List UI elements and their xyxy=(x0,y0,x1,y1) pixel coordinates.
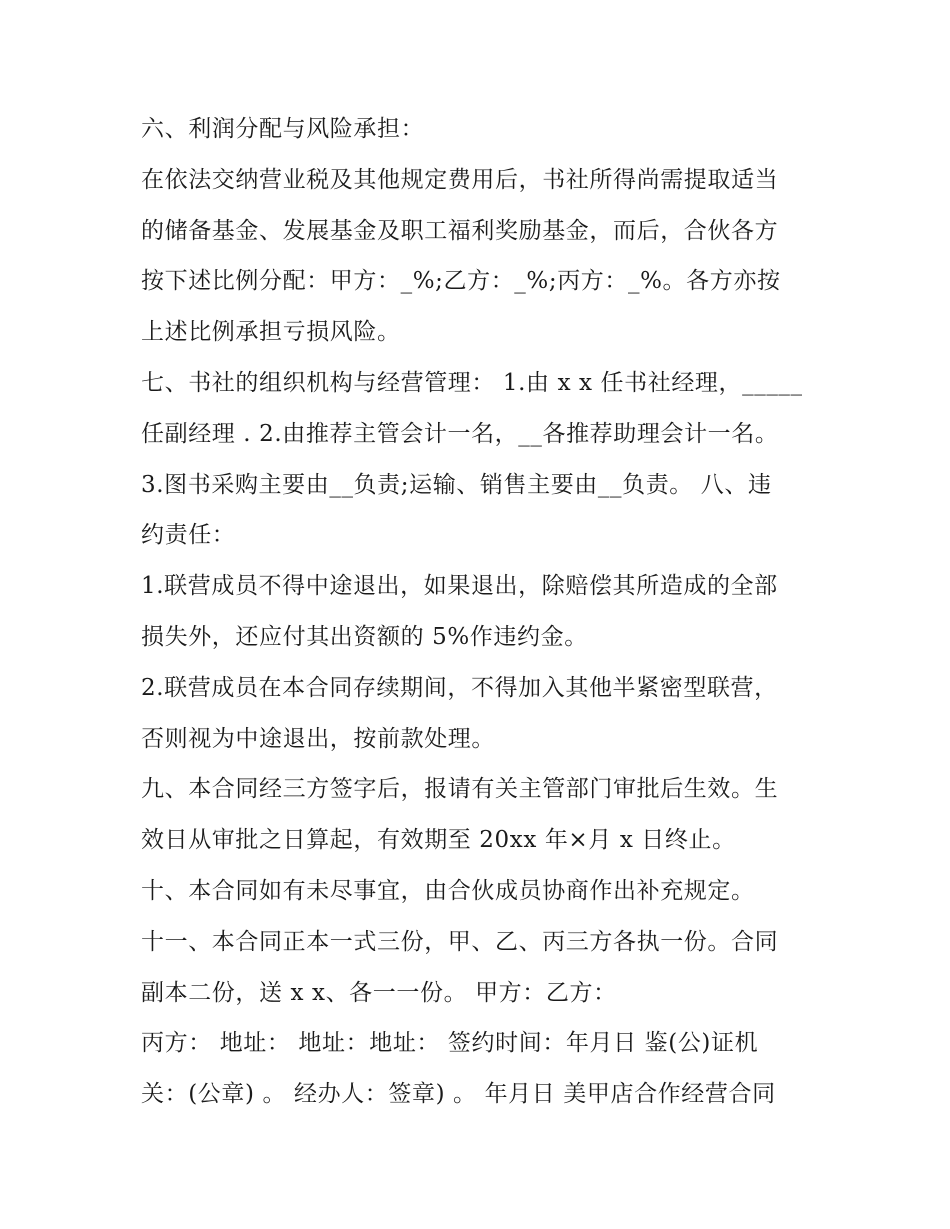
text-line: 约责任： xyxy=(141,522,236,549)
section-heading-profit-distribution: 六、利润分配与风险承担： xyxy=(141,116,425,142)
signature-block-line: 关：(公章) 。 经办人：签章) 。 年月日 美甲店合作经营合同 xyxy=(141,1081,776,1108)
section-heading-supplement: 十、本合同如有未尽事宜，由合伙成员协商作出补充规定。 xyxy=(141,877,755,904)
text-line: 的储备基金、发展基金及职工福利奖励基金，而后，合伙各方 xyxy=(141,217,779,244)
text-line: 3.图书采购主要由__负责;运输、销售主要由__负责。 八、违 xyxy=(141,471,772,498)
text-line: 在依法交纳营业税及其他规定费用后，书社所得尚需提取适当 xyxy=(141,166,779,193)
text-line: 2.联营成员在本合同存续期间，不得加入其他半紧密型联营， xyxy=(141,674,778,701)
section-heading-copies: 十一、本合同正本一式三份，甲、乙、丙三方各执一份。合同 xyxy=(141,928,779,955)
text-line: 效日从审批之日算起，有效期至 20xx 年×月 x 日终止。 xyxy=(141,827,736,854)
section-heading-organization: 七、书社的组织机构与经营管理： 1.由 x x 任书社经理，_____ xyxy=(141,369,803,396)
text-line: 任副经理 . 2.由推荐主管会计一名，__各推荐助理会计一名。 xyxy=(141,420,779,447)
section-heading-effectiveness: 九、本合同经三方签字后，报请有关主管部门审批后生效。生 xyxy=(141,776,779,803)
document-body xyxy=(141,104,821,1120)
text-line: 1.联营成员不得中途退出，如果退出，除赔偿其所造成的全部 xyxy=(141,573,778,600)
text-line: 否则视为中途退出，按前款处理。 xyxy=(141,725,495,752)
text-line: 按下述比例分配：甲方：_%;乙方：_%;丙方：_%。各方亦按 xyxy=(141,268,781,295)
text-line: 上述比例承担亏损风险。 xyxy=(141,319,401,346)
text-line: 损失外，还应付其出资额的 5%作违约金。 xyxy=(141,623,588,650)
signature-block-line: 丙方： 地址： 地址：地址： 签约时间：年月日 鉴(公)证机 xyxy=(141,1030,759,1057)
text-line: 副本二份，送 x x、各一一份。 甲方：乙方： xyxy=(141,979,617,1006)
